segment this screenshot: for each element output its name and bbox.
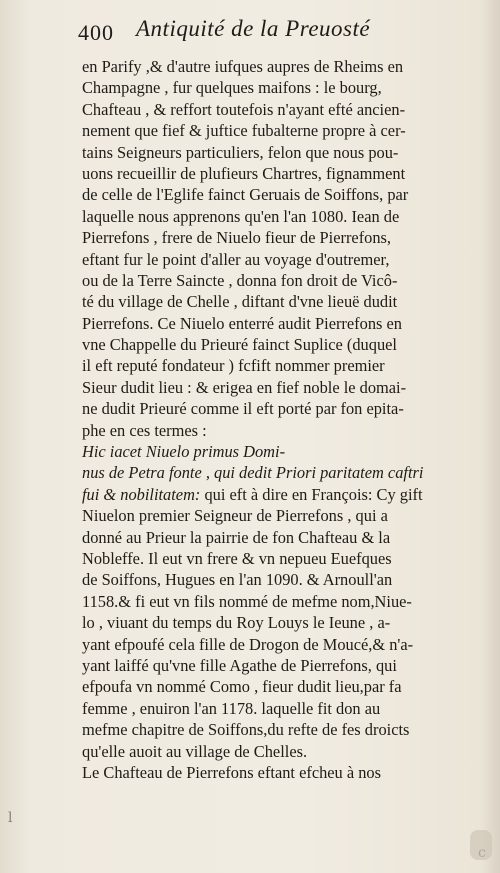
text-line: ne dudit Prieuré comme il eft porté par fon epita- [82, 399, 404, 419]
page-number: 400 [78, 20, 114, 45]
text-line: ou de la Terre Saincte , donna fon droit de Vicô- [82, 270, 398, 290]
text-line: Champagne , fur quelques maifons : le bourg, [82, 78, 382, 98]
text-line: en Parify ,& d'autre iufques aupres de Rheims en [82, 57, 404, 76]
page-stain [470, 830, 492, 860]
latin-line [82, 462, 490, 483]
text-line: donné au Prieur la pairrie de fon Chafteau & la [82, 527, 391, 547]
text-line: efpoufa vn nommé Como , fieur dudit lieu,par fa [82, 677, 402, 697]
paragraph-lines [82, 56, 490, 441]
body-text [82, 56, 490, 783]
latin-text: fui & nobilitatem: [82, 484, 201, 504]
continuation-lines [82, 505, 490, 783]
text-line: Nobleffe. Il eut vn frere & vn nepueu Euefques [82, 548, 392, 568]
text-line: de Soiffons, Hugues en l'an 1090. & Arnoull'an [82, 570, 393, 590]
text-line: 1158.& fi eut vn fils nommé de mefme nom,Niue- [82, 591, 412, 611]
text-line: Pierrefons. Ce Niuelo enterré audit Pierrefons en [82, 313, 402, 333]
text-line: eftant fur le point d'aller au voyage d'outremer, [82, 249, 390, 269]
text-line: laquelle nous apprenons qu'en l'an 1080. Iean de [82, 206, 400, 226]
margin-mark-left: l [8, 810, 13, 826]
text-line: Le Chafteau de Pierrefons eftant efcheu à nos [82, 762, 381, 782]
text-line: femme , enuiron l'an 1178. laquelle fit don au [82, 698, 381, 718]
latin-line [82, 441, 490, 462]
text-line: nement que fief & juftice fubalterne propre à cer- [82, 121, 406, 141]
text-line: Niuelon premier Seigneur de Pierrefons , qui a [82, 506, 388, 526]
text-line: yant laiffé qu'vne fille Agathe de Pierrefons, qui [82, 655, 397, 675]
text-line: phe en ces termes : [82, 420, 207, 440]
text-line: Sieur dudit lieu : & erigea en fief noble le domai- [82, 377, 407, 397]
text-line: vne Chappelle du Prieuré fainct Suplice (duquel [82, 335, 397, 355]
running-title: Antiquité de la Preuosté [136, 16, 371, 41]
text-line: lo , viuant du temps du Roy Louys le Ieune , a- [82, 613, 391, 633]
latin-text: nus de Petra fonte , qui dedit Priori paritatem caftri [82, 463, 424, 483]
latin-line [82, 484, 490, 505]
text-line: tains Seigneurs particuliers, felon que nous pou- [82, 142, 399, 162]
running-head [78, 16, 478, 52]
latin-text: Hic iacet Niuelo primus Domi- [82, 442, 286, 462]
text-line: de celle de l'Eglife fainct Geruais de Soiffons, par [82, 185, 409, 205]
text-line: mefme chapitre de Soiffons,du refte de fes droicts [82, 720, 410, 740]
text-line: Chafteau , & reffort toutefois n'ayant efté ancien- [82, 99, 406, 119]
text-line: il eft reputé fondateur ) fcfift nommer premier [82, 356, 385, 376]
text-line: té du village de Chelle , diftant d'vne lieuë dudit [82, 292, 398, 312]
translation-intro: qui eft à dire en François: Cy gift [204, 484, 423, 504]
text-line: qu'elle auoit au village de Chelles. [82, 741, 308, 761]
text-line: yant efpoufé cela fille de Drogon de Moucé,& n'a- [82, 634, 414, 654]
text-line: uons recueillir de plufieurs Chartres, fignamment [82, 163, 406, 183]
text-line: Pierrefons , frere de Niuelo fieur de Pierrefons, [82, 228, 392, 248]
